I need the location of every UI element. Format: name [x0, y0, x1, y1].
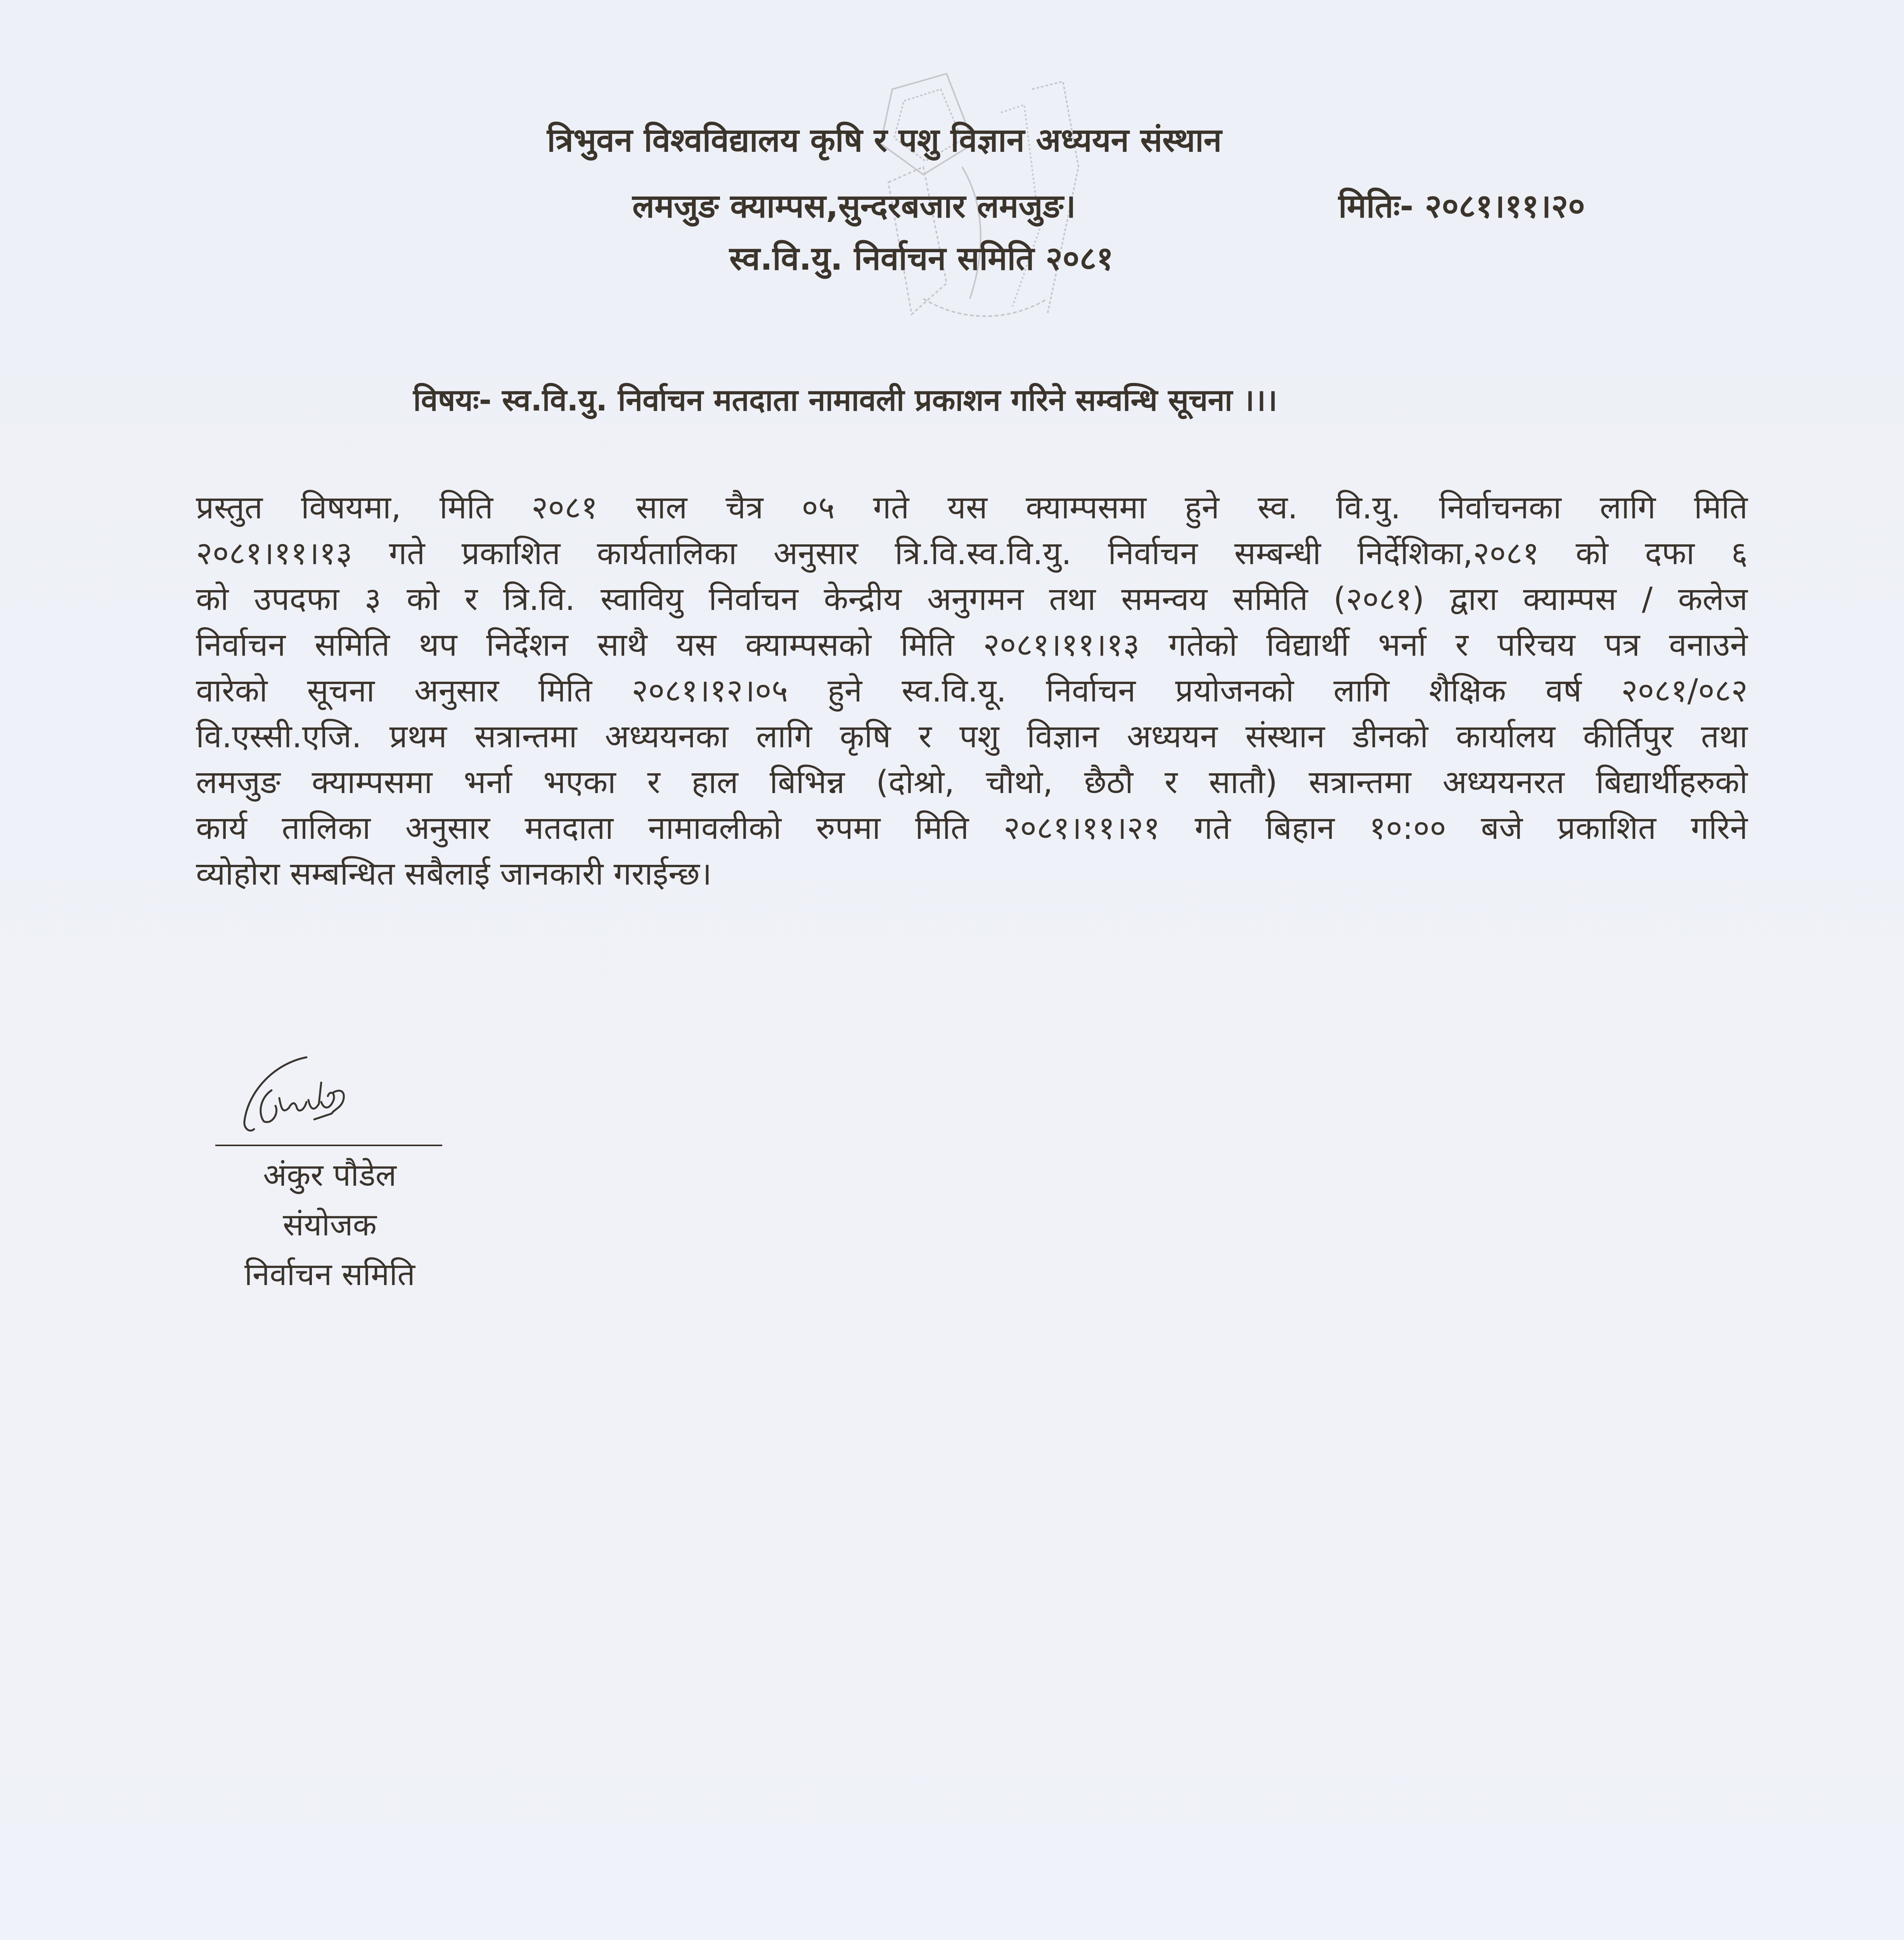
- campus-address: लमजुङ क्याम्पस,सुन्दरबजार लमजुङ।: [632, 187, 1076, 225]
- signatory-committee: निर्वाचन समिति: [244, 1256, 415, 1292]
- signature-line: [215, 1145, 442, 1146]
- signature-icon: [217, 1055, 419, 1133]
- body-line: २०८१।११।१३ गते प्रकाशित कार्यतालिका अनुसार त्रि.वि.स्व.वि.यु. निर्वाचन सम्बन्धी निर्देशिका,२०८१ को दफा ६: [196, 535, 1748, 572]
- body-line: को उपदफा ३ को र त्रि.वि. स्वावियु निर्वाचन केन्द्रीय अनुगमन तथा समन्वय समिति (२०८१) द्वारा क्याम्पस / कलेज: [196, 581, 1748, 618]
- institution-name: त्रिभुवन विश्वविद्यालय कृषि र पशु विज्ञान अध्ययन संस्थान: [547, 121, 1222, 159]
- committee-name: स्व.वि.यु. निर्वाचन समिति २०८१: [729, 239, 1113, 277]
- body-line: लमजुङ क्याम्पसमा भर्ना भएका र हाल बिभिन्न (दोश्रो, चौथो, छैठौ र सातौ) सत्रान्तमा अध्ययनरत बिद्यार्थीहरुको: [196, 764, 1748, 801]
- signatory-title: संयोजक: [283, 1207, 377, 1243]
- signatory-name: अंकुर पौडेल: [263, 1157, 396, 1193]
- document-date: मितिः- २०८१।११।२०: [1338, 187, 1585, 225]
- body-line: कार्य तालिका अनुसार मतदाता नामावलीको रुपमा मिति २०८१।११।२१ गते बिहान १०:०० बजे प्रकाशित गरिने: [196, 810, 1748, 847]
- signatory-block: [175, 1150, 485, 1299]
- notice-subject: विषयः- स्व.वि.यु. निर्वाचन मतदाता नामावली प्रकाशन गरिने सम्वन्धि सूचना ।।।: [413, 383, 1277, 418]
- body-line: निर्वाचन समिति थप निर्देशन साथै यस क्याम्पसको मिति २०८१।११।१३ गतेको विद्यार्थी भर्ना र परिचय पत्र वनाउने: [196, 627, 1748, 663]
- body-line: वारेको सूचना अनुसार मिति २०८१।१२।०५ हुने स्व.वि.यू. निर्वाचन प्रयोजनको लागि शैक्षिक वर्ष २०८१/०८२: [196, 672, 1748, 709]
- body-line: व्योहोरा सम्बन्धित सबैलाई जानकारी गराईन्छ।: [196, 856, 712, 892]
- body-line: वि.एस्सी.एजि. प्रथम सत्रान्तमा अध्ययनका लागि कृषि र पशु विज्ञान अध्ययन संस्थान डीनको कार्यालय कीर्तिपुर तथा: [196, 718, 1748, 755]
- body-line: प्रस्तुत विषयमा, मिति २०८१ साल चैत्र ०५ गते यस क्याम्पसमा हुने स्व. वि.यु. निर्वाचनका लागि मिति: [196, 489, 1748, 526]
- notice-body: [196, 485, 1748, 897]
